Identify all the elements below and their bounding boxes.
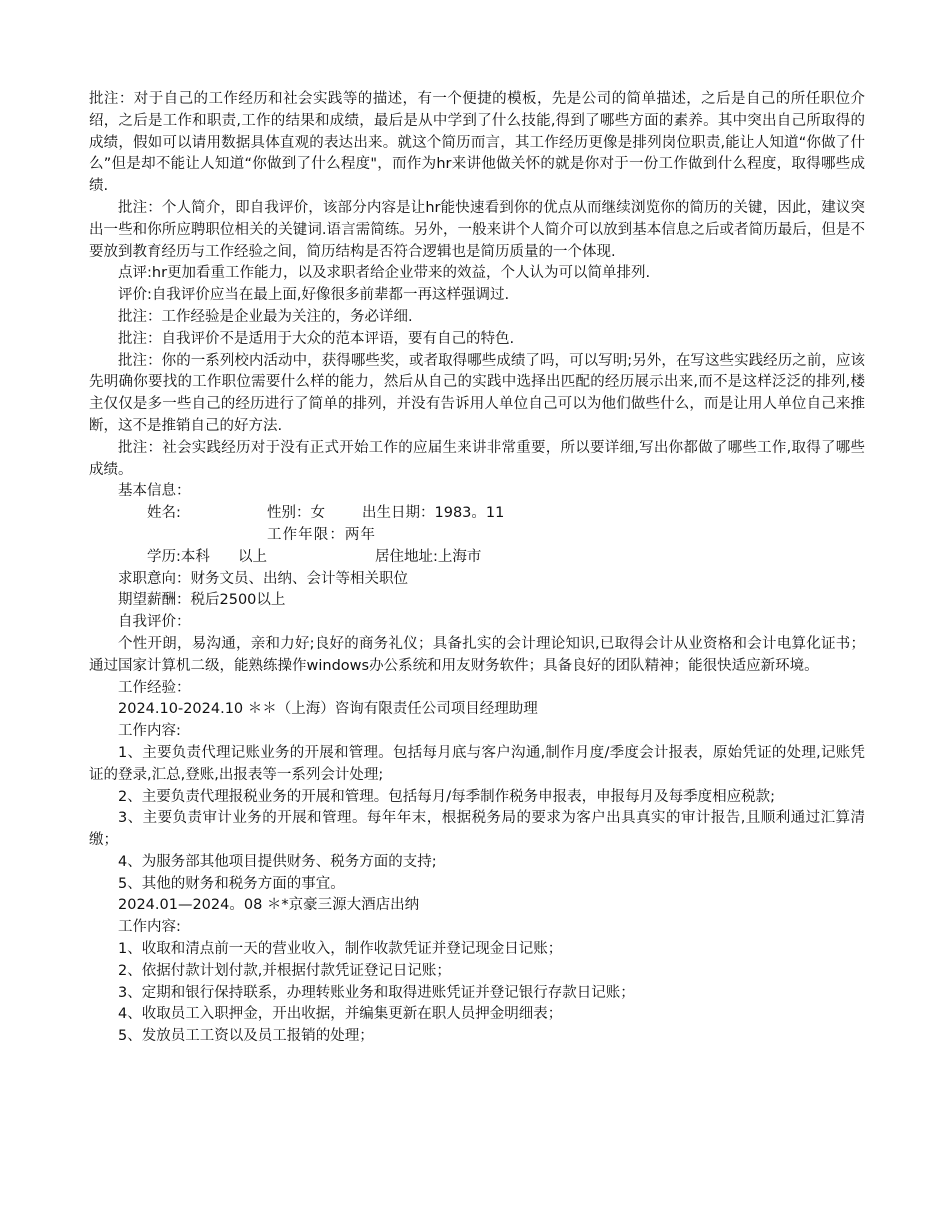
education-label: 学历:本科: [147, 548, 210, 565]
job-2-duty: 3、定期和银行保持联系，办理转账业务和取得进账凭证并登记银行存款日记账；: [118, 984, 635, 1001]
job-2-duty: 5、发放员工工资以及员工报销的处理；: [118, 1028, 374, 1045]
job-intent: 求职意向：财务文员、出纳、会计等相关职位: [118, 570, 408, 587]
comment-paragraph-work-template: 批注：对于自己的工作经历和社会实践等的描述，有一个便捷的模板，先是公司的简单描述，之后是自己的所任职位介绍，之后是工作和职责,工作的结果和成绩，最后是从中学到了什么技能,得到了哪些方面的素养。其中突出自己所取得的成绩，假如可以请用数据具体直观的表达出来。就这个简历而言，其工作经历更像是排列岗位职责,能让人知道“你做了什么”但是却不能让人知道“你做到了什么程度"，而作为hr来讲他做关怀的就是你对于一份工作做到什么程度，取得哪些成绩.: [89, 91, 865, 195]
document-page: [89, 89, 865, 1048]
job-2-duty: 1、收取和清点前一天的营业收入，制作收款凭证并登记现金日记账；: [118, 941, 563, 958]
job-1-duty: 4、为服务部其他项目提供财务、税务方面的支持;: [118, 853, 437, 870]
job-1-duty: 5、其他的财务和税务方面的事宜。: [118, 875, 345, 892]
job-1-title: 2024.10-2024.10 ＊＊（上海）咨询有限责任公司项目经理助理: [118, 701, 538, 718]
comment-paragraph-ability: 点评:hr更加看重工作能力，以及求职者给企业带来的效益，个人认为可以简单排列.: [118, 265, 651, 282]
basic-info-heading: 基本信息：: [118, 483, 191, 500]
self-eval-text: 个性开朗，易沟通，亲和力好;良好的商务礼仪；具备扎实的会计理论知识,已取得会计从业资格和会计电算化证书；通过国家计算机二级，能熟练操作windows办公系统和用友财务软件；具备良好的团队精神；能很快适应新环境。: [89, 635, 865, 674]
name-label: 姓名:: [147, 505, 181, 522]
comment-paragraph-campus-activities: 批注：你的一系列校内活动中，获得哪些奖，或者取得哪些成绩了吗，可以写明;另外，在写这些实践经历之前，应该先明确你要找的工作职位需要什么样的能力，然后从自己的实践中选择出匹配的经历展示出来,而不是这样泛泛的排列,楼主仅仅是多一些自己的经历进行了简单的排列，并没有告诉用人单位自己可以为他们做些什么，而是让用人单位自己来推断，这不是推销自己的好方法.: [89, 352, 865, 434]
years-label: 工作年限：两年以上: [238, 526, 375, 565]
job-2-duty: 4、收取员工入职押金，开出收据，并编集更新在职人员押金明细表；: [118, 1006, 563, 1023]
job-1-duty: 3、主要负责审计业务的开展和管理。每年年末，根据税务局的要求为客户出具真实的审计报告,且顺利通过汇算清缴；: [89, 810, 865, 849]
comment-paragraph-self-eval-unique: 批注：自我评价不是适用于大众的范本评语，要有自己的特色.: [118, 330, 515, 347]
basic-info-row-1: [89, 503, 865, 525]
gender-label: 性别：女: [267, 505, 325, 522]
self-eval-heading: 自我评价：: [118, 614, 191, 631]
address-label: 居住地址:上海市: [375, 548, 482, 565]
job-1-content-label: 工作内容:: [118, 723, 181, 740]
basic-info-row-2: [89, 525, 865, 569]
job-2-content-label: 工作内容:: [118, 919, 181, 936]
work-experience-heading: 工作经验：: [118, 679, 191, 696]
comment-paragraph-self-intro: 批注：个人简介，即自我评价，该部分内容是让hr能快速看到你的优点从而继续浏览你的简历的关键，因此，建议突出一些和你所应聘职位相关的关键词.语言需简练。另外，一般来讲个人简介可以放到基本信息之后或者简历最后，但是不要放到教育经历与工作经验之间，简历结构是否符合逻辑也是简历质量的一个体现.: [89, 199, 865, 260]
birth-label: 出生日期：1983。11: [362, 505, 505, 522]
job-1-duty: 2、主要负责代理报税业务的开展和管理。包括每月/每季制作税务申报表，申报每月及每季度相应税款;: [118, 788, 775, 805]
comment-paragraph-self-eval-position: 评价:自我评价应当在最上面,好像很多前辈都一再这样强调过.: [118, 287, 510, 304]
job-2-duty: 2、依据付款计划付款,并根据付款凭证登记日记账；: [118, 962, 451, 979]
comment-paragraph-experience-detail: 批注：工作经验是企业最为关注的，务必详细.: [118, 308, 413, 325]
job-1-duty: 1、主要负责代理记账业务的开展和管理。包括每月底与客户沟通,制作月度/季度会计报表，原始凭证的处理,记账凭证的登录,汇总,登账,出报表等一系列会计处理;: [89, 744, 865, 783]
job-2-title: 2024.01—2024。08 ＊*京豪三源大酒店出纳: [118, 897, 420, 914]
comment-paragraph-social-practice: 批注：社会实践经历对于没有正式开始工作的应届生来讲非常重要，所以要详细,写出你都做了哪些工作,取得了哪些成绩。: [89, 439, 865, 478]
expected-salary: 期望薪酬：税后2500以上: [118, 592, 286, 609]
